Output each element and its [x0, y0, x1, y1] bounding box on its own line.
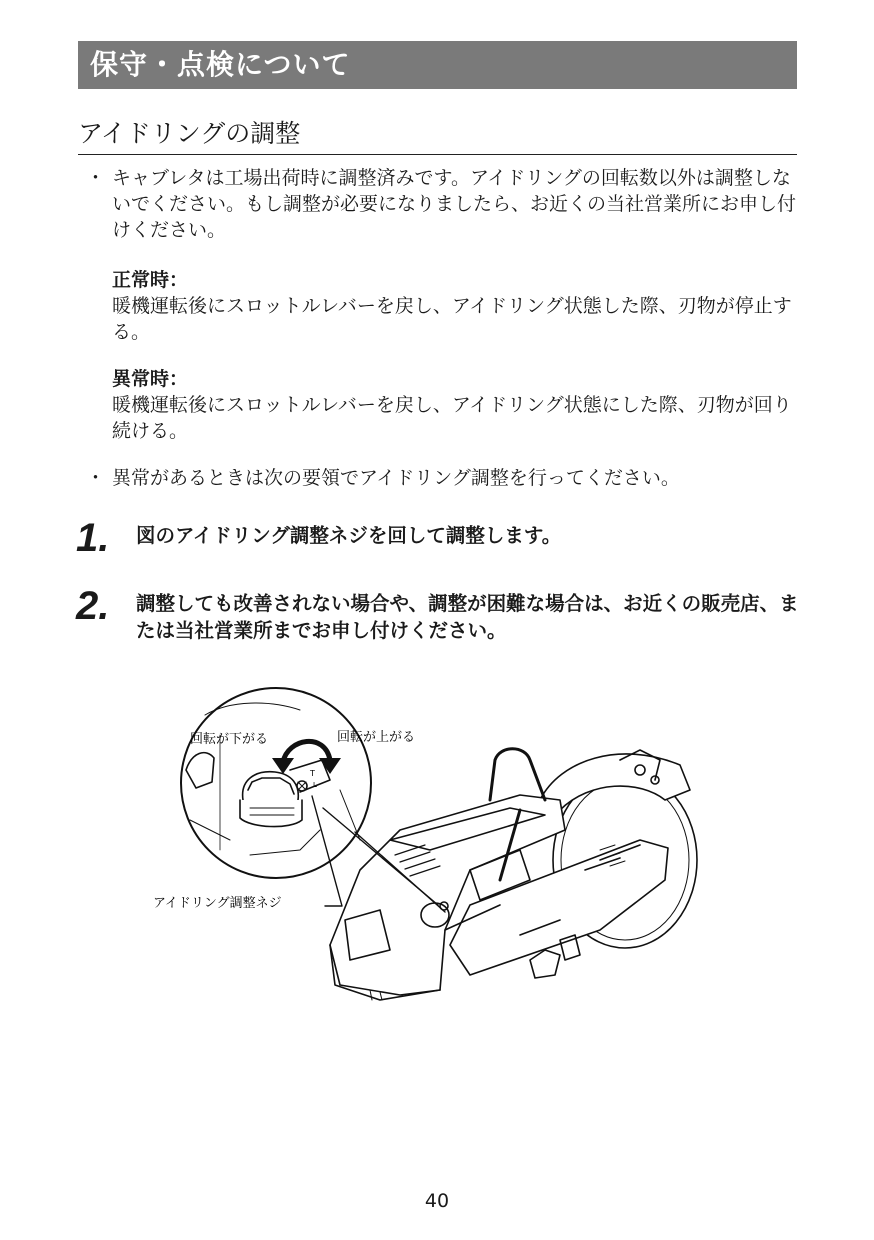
normal-condition: [112, 267, 800, 345]
step-2: [76, 584, 800, 644]
abnormal-label: 異常時：: [112, 368, 189, 390]
bullet-item: [86, 465, 798, 491]
label-idle-screw: アイドリング調整ネジ: [153, 896, 282, 911]
abnormal-condition: [112, 366, 800, 444]
normal-label: 正常時：: [112, 269, 189, 291]
bullet-item: [86, 165, 798, 243]
idle-adjustment-illustration: [140, 680, 720, 1010]
label-speed-down: 回転が下がる: [190, 732, 269, 747]
section-title: 保守・点検について: [90, 48, 351, 81]
blade-guard: [540, 754, 690, 810]
step-text: 図のアイドリング調整ネジを回して調整します。: [136, 524, 562, 547]
bullet-mark: ・: [86, 467, 106, 489]
step-number: 1.: [76, 516, 110, 560]
section-title-banner: [78, 41, 797, 89]
page-number: 40: [424, 1190, 450, 1212]
normal-text: 暖機運転後にスロットルレバーを戻し、アイドリング状態した際、刃物が停止する。: [112, 295, 792, 343]
top-handle: [490, 749, 545, 800]
bullet-text: 異常があるときは次の要領でアイドリング調整を行ってください。: [112, 467, 680, 489]
screw-mark-l: L: [313, 781, 317, 789]
step-text: 調整しても改善されない場合や、調整が困難な場合は、お近くの販売店、または当社営業所までお申し付けください。: [136, 592, 799, 642]
step-1: [76, 516, 800, 560]
step-number: 2.: [76, 584, 110, 628]
subsection-title: アイドリングの調整: [78, 116, 797, 155]
label-speed-up: 回転が上がる: [337, 730, 416, 745]
abnormal-text: 暖機運転後にスロットルレバーを戻し、アイドリング状態にした際、刃物が回り続ける。: [112, 394, 792, 442]
bullet-mark: ・: [86, 167, 106, 189]
bullet-text: キャブレタは工場出荷時に調整済みです。アイドリングの回転数以外は調整しないでください。もし調整が必要になりましたら、お近くの当社営業所にお申し付けください。: [112, 167, 797, 241]
screw-mark-t: T: [310, 769, 315, 778]
